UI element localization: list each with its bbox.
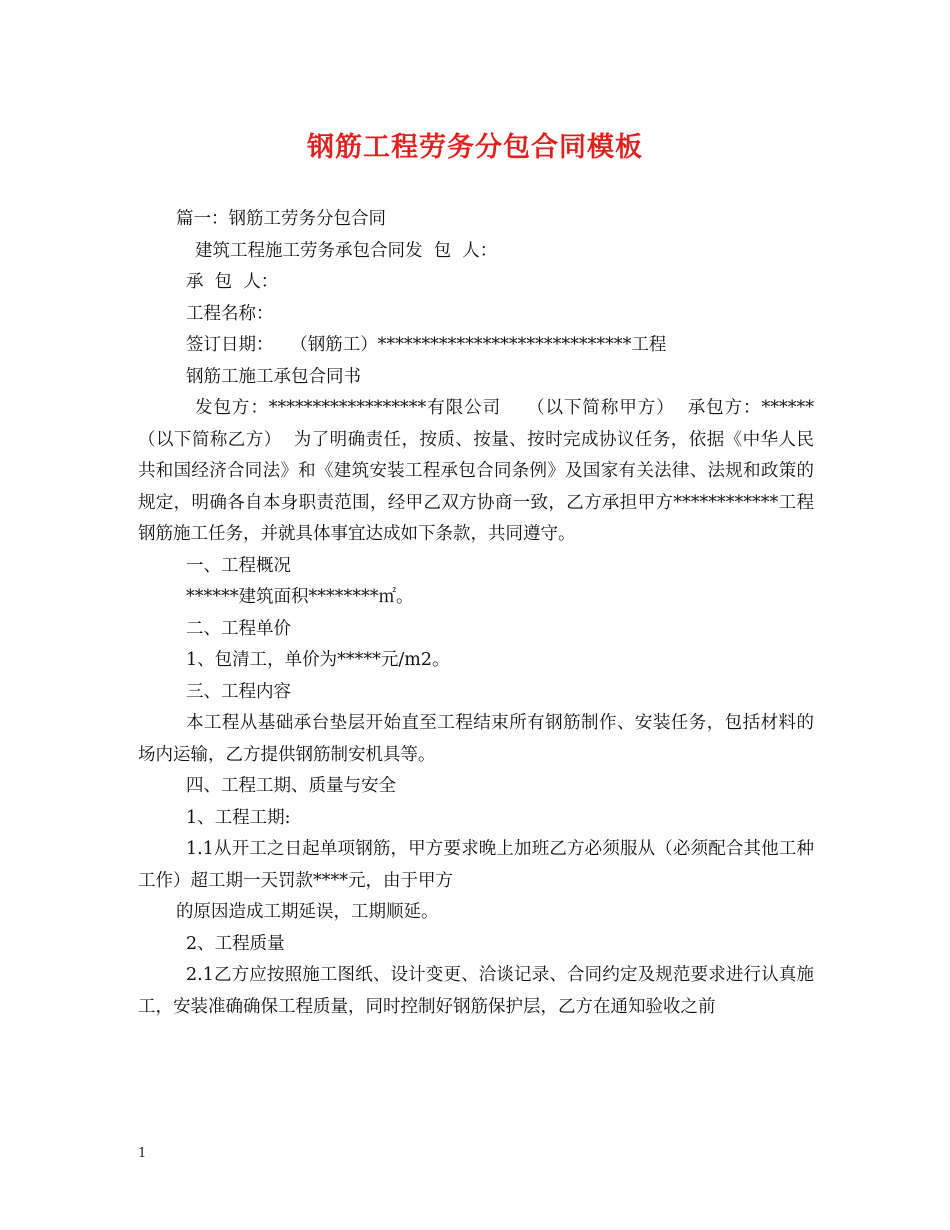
paragraph: 承 包 人： <box>186 272 279 292</box>
paragraph: 1.1从开工之日起单项钢筋，甲方要求晚上加班乙方必须服从（必须配合其他工种工作）超工期一天罚款****元，由于甲方 <box>138 839 814 891</box>
paragraph: 发包方：******************有限公司 （以下简称甲方） 承包方：****** （以下简称乙方） 为了明确责任，按质、按量、按时完成协议任务，依据《中华人民共和国经济合同法》和《建筑安装工程承包合同条例》及国家有关法律、法规和政策的规定，明确各自本身职责范围，经甲乙双方协商一致，乙方承担甲方************工程钢筋施工任务，并就具体事宜达成如下条款，共同遵守。 <box>138 398 820 544</box>
paragraph: 本工程从基础承台垫层开始直至工程结束所有钢筋制作、安装任务，包括材料的场内运输，乙方提供钢筋制安机具等。 <box>138 713 814 765</box>
document-title: 钢筋工程劳务分包合同模板 <box>307 132 643 163</box>
paragraph: 的原因造成工期延误，工期顺延。 <box>176 902 439 922</box>
section-heading: 三、工程内容 <box>186 681 291 702</box>
section-heading: 四、工程工期、质量与安全 <box>186 776 396 796</box>
paragraph: 篇一：钢筋工劳务分包合同 <box>176 209 386 229</box>
paragraph: 2.1乙方应按照施工图纸、设计变更、洽谈记录、合同约定及规范要求进行认真施工，安装准确确保工程质量，同时控制好钢筋保护层，乙方在通知验收之前 <box>138 965 814 1017</box>
paragraph: 2、工程质量 <box>186 933 285 954</box>
section-heading: 二、工程单价 <box>186 618 291 639</box>
section-heading: 一、工程概况 <box>186 555 291 576</box>
paragraph: 1、工程工期: <box>186 807 291 828</box>
paragraph: 签订日期： （钢筋工）*****************************工程 <box>186 335 667 355</box>
paragraph: 1、包清工，单价为*****元/m2。 <box>186 650 450 670</box>
paragraph: 钢筋工施工承包合同书 <box>186 366 361 387</box>
paragraph: 工程名称： <box>186 303 274 324</box>
paragraph: 建筑工程施工劳务承包合同发 包 人： <box>195 240 498 261</box>
paragraph: ******建筑面积********㎡。 <box>186 587 414 607</box>
page-number: 1 <box>138 1146 147 1161</box>
document-body <box>138 204 820 1023</box>
